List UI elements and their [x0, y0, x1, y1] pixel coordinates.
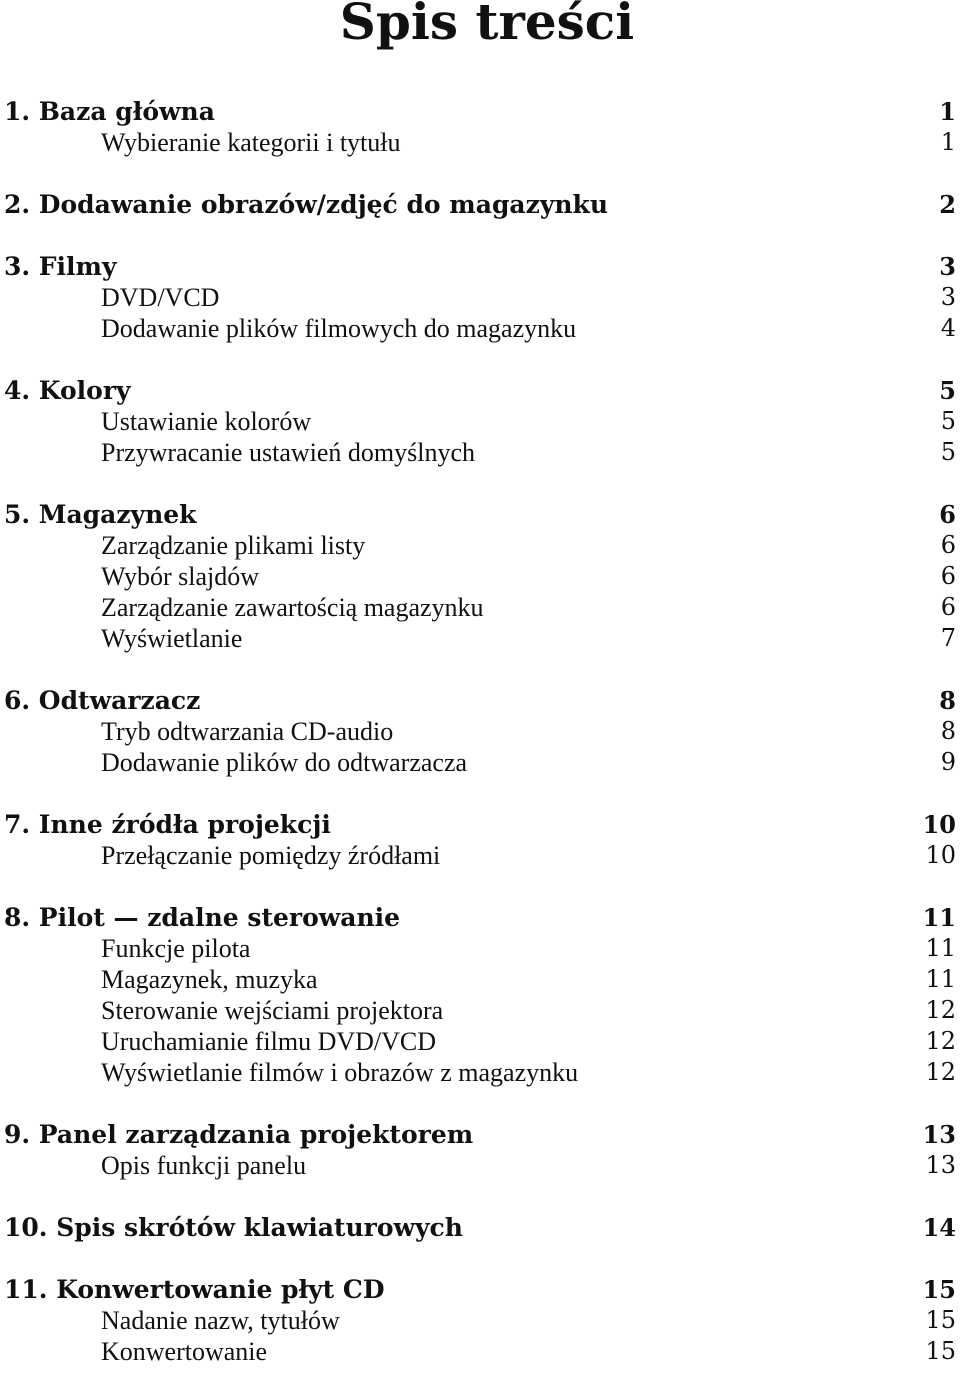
- toc-section-label: 6. Odtwarzacz: [4, 686, 201, 715]
- toc-page-number: 10: [925, 841, 956, 869]
- toc-subsection-label: Konwertowanie: [101, 1337, 268, 1366]
- toc-section-label: 2. Dodawanie obrazów/zdjęć do magazynku: [4, 190, 609, 219]
- toc-subsection[interactable]: [0, 406, 960, 437]
- toc-subsection[interactable]: [0, 561, 960, 592]
- toc-subsection[interactable]: [0, 1026, 960, 1057]
- toc-subsection[interactable]: [0, 623, 960, 654]
- toc-subsection-label: Wyświetlanie: [101, 624, 243, 653]
- toc-page-number: 1: [939, 97, 956, 126]
- toc-section[interactable]: [0, 1212, 960, 1243]
- toc-page-number: 3: [940, 283, 956, 311]
- toc-section-label: 4. Kolory: [4, 376, 131, 405]
- toc-subsection[interactable]: [0, 933, 960, 964]
- toc-subsection-label: Przywracanie ustawień domyślnych: [101, 438, 476, 467]
- toc-subsection-label: Tryb odtwarzania CD-audio: [101, 717, 394, 746]
- toc-subsection-label: Magazynek, muzyka: [101, 965, 318, 994]
- toc-page-number: 5: [940, 407, 956, 435]
- toc-page-number: 6: [940, 531, 956, 559]
- toc-section[interactable]: [0, 96, 960, 127]
- toc-section-label: 10. Spis skrótów klawiaturowych: [4, 1213, 463, 1242]
- toc-subsection-label: Zarządzanie zawartością magazynku: [101, 593, 484, 622]
- toc-subsection[interactable]: [0, 127, 960, 158]
- toc-page-number: 3: [939, 252, 956, 281]
- toc-page-number: 11: [925, 965, 956, 993]
- toc-subsection[interactable]: [0, 747, 960, 778]
- toc-page-number: 9: [940, 748, 956, 776]
- toc-subsection-label: Opis funkcji panelu: [101, 1151, 307, 1180]
- toc-section-label: 11. Konwertowanie płyt CD: [4, 1275, 385, 1304]
- toc-subsection[interactable]: [0, 313, 960, 344]
- toc-subsection[interactable]: [0, 1336, 960, 1367]
- toc-section[interactable]: [0, 189, 960, 220]
- toc-subsection[interactable]: [0, 1150, 960, 1181]
- toc-subsection[interactable]: [0, 1057, 960, 1088]
- toc-subsection[interactable]: [0, 530, 960, 561]
- toc-subsection-label: Funkcje pilota: [101, 934, 251, 963]
- toc-subsection[interactable]: [0, 964, 960, 995]
- toc-subsection[interactable]: [0, 840, 960, 871]
- toc-page-number: 8: [939, 686, 956, 715]
- toc-page-number: 6: [940, 562, 956, 590]
- toc-page-number: 6: [940, 593, 956, 621]
- toc-page-number: 5: [940, 438, 956, 466]
- toc-page-number: 13: [925, 1151, 956, 1179]
- toc-page-number: 5: [939, 376, 956, 405]
- table-of-contents: [0, 96, 960, 1367]
- toc-section[interactable]: [0, 902, 960, 933]
- toc-section[interactable]: [0, 375, 960, 406]
- toc-section-label: 5. Magazynek: [4, 500, 197, 529]
- toc-page-number: 12: [925, 1027, 956, 1055]
- toc-page-number: 12: [925, 996, 956, 1024]
- toc-subsection-label: Uruchamianie filmu DVD/VCD: [101, 1027, 437, 1056]
- toc-subsection-label: Zarządzanie plikami listy: [101, 531, 366, 560]
- toc-page-number: 14: [922, 1213, 956, 1242]
- toc-section-label: 1. Baza główna: [4, 97, 215, 126]
- toc-page-number: 12: [925, 1058, 956, 1086]
- toc-page-number: 15: [922, 1275, 956, 1304]
- toc-section[interactable]: [0, 1274, 960, 1305]
- toc-page-number: 7: [940, 624, 956, 652]
- toc-subsection-label: Dodawanie plików filmowych do magazynku: [101, 314, 577, 343]
- toc-section[interactable]: [0, 1119, 960, 1150]
- toc-subsection-label: Sterowanie wejściami projektora: [101, 996, 444, 1025]
- toc-subsection[interactable]: [0, 282, 960, 313]
- toc-subsection-label: DVD/VCD: [101, 283, 220, 312]
- toc-page-number: 13: [922, 1120, 956, 1149]
- toc-subsection-label: Przełączanie pomiędzy źródłami: [101, 841, 441, 870]
- toc-section-label: 3. Filmy: [4, 252, 117, 281]
- toc-page-number: 4: [940, 314, 956, 342]
- page-title: Spis treści: [339, 0, 635, 51]
- toc-section[interactable]: [0, 809, 960, 840]
- toc-subsection[interactable]: [0, 1305, 960, 1336]
- toc-subsection[interactable]: [0, 437, 960, 468]
- toc-page-number: 11: [925, 934, 956, 962]
- toc-page-number: 6: [939, 500, 956, 529]
- toc-page-number: 15: [925, 1337, 956, 1365]
- toc-section[interactable]: [0, 499, 960, 530]
- toc-section-label: 9. Panel zarządzania projektorem: [4, 1120, 474, 1149]
- toc-section[interactable]: [0, 685, 960, 716]
- toc-page-number: 10: [922, 810, 956, 839]
- toc-page-number: 15: [925, 1306, 956, 1334]
- toc-subsection-label: Ustawianie kolorów: [101, 407, 312, 436]
- toc-page-number: 8: [940, 717, 956, 745]
- toc-subsection[interactable]: [0, 995, 960, 1026]
- toc-page-number: 2: [939, 190, 956, 219]
- toc-page-number: 1: [940, 128, 956, 156]
- toc-subsection-label: Nadanie nazw, tytułów: [101, 1306, 340, 1335]
- toc-subsection-label: Wyświetlanie filmów i obrazów z magazynku: [101, 1058, 579, 1087]
- toc-section-label: 8. Pilot — zdalne sterowanie: [4, 903, 401, 932]
- toc-section[interactable]: [0, 251, 960, 282]
- toc-subsection-label: Wybieranie kategorii i tytułu: [101, 128, 401, 157]
- toc-section-label: 7. Inne źródła projekcji: [4, 810, 331, 839]
- toc-page-number: 11: [922, 903, 956, 932]
- toc-subsection-label: Wybór slajdów: [101, 562, 260, 591]
- toc-subsection[interactable]: [0, 592, 960, 623]
- toc-subsection-label: Dodawanie plików do odtwarzacza: [101, 748, 468, 777]
- toc-subsection[interactable]: [0, 716, 960, 747]
